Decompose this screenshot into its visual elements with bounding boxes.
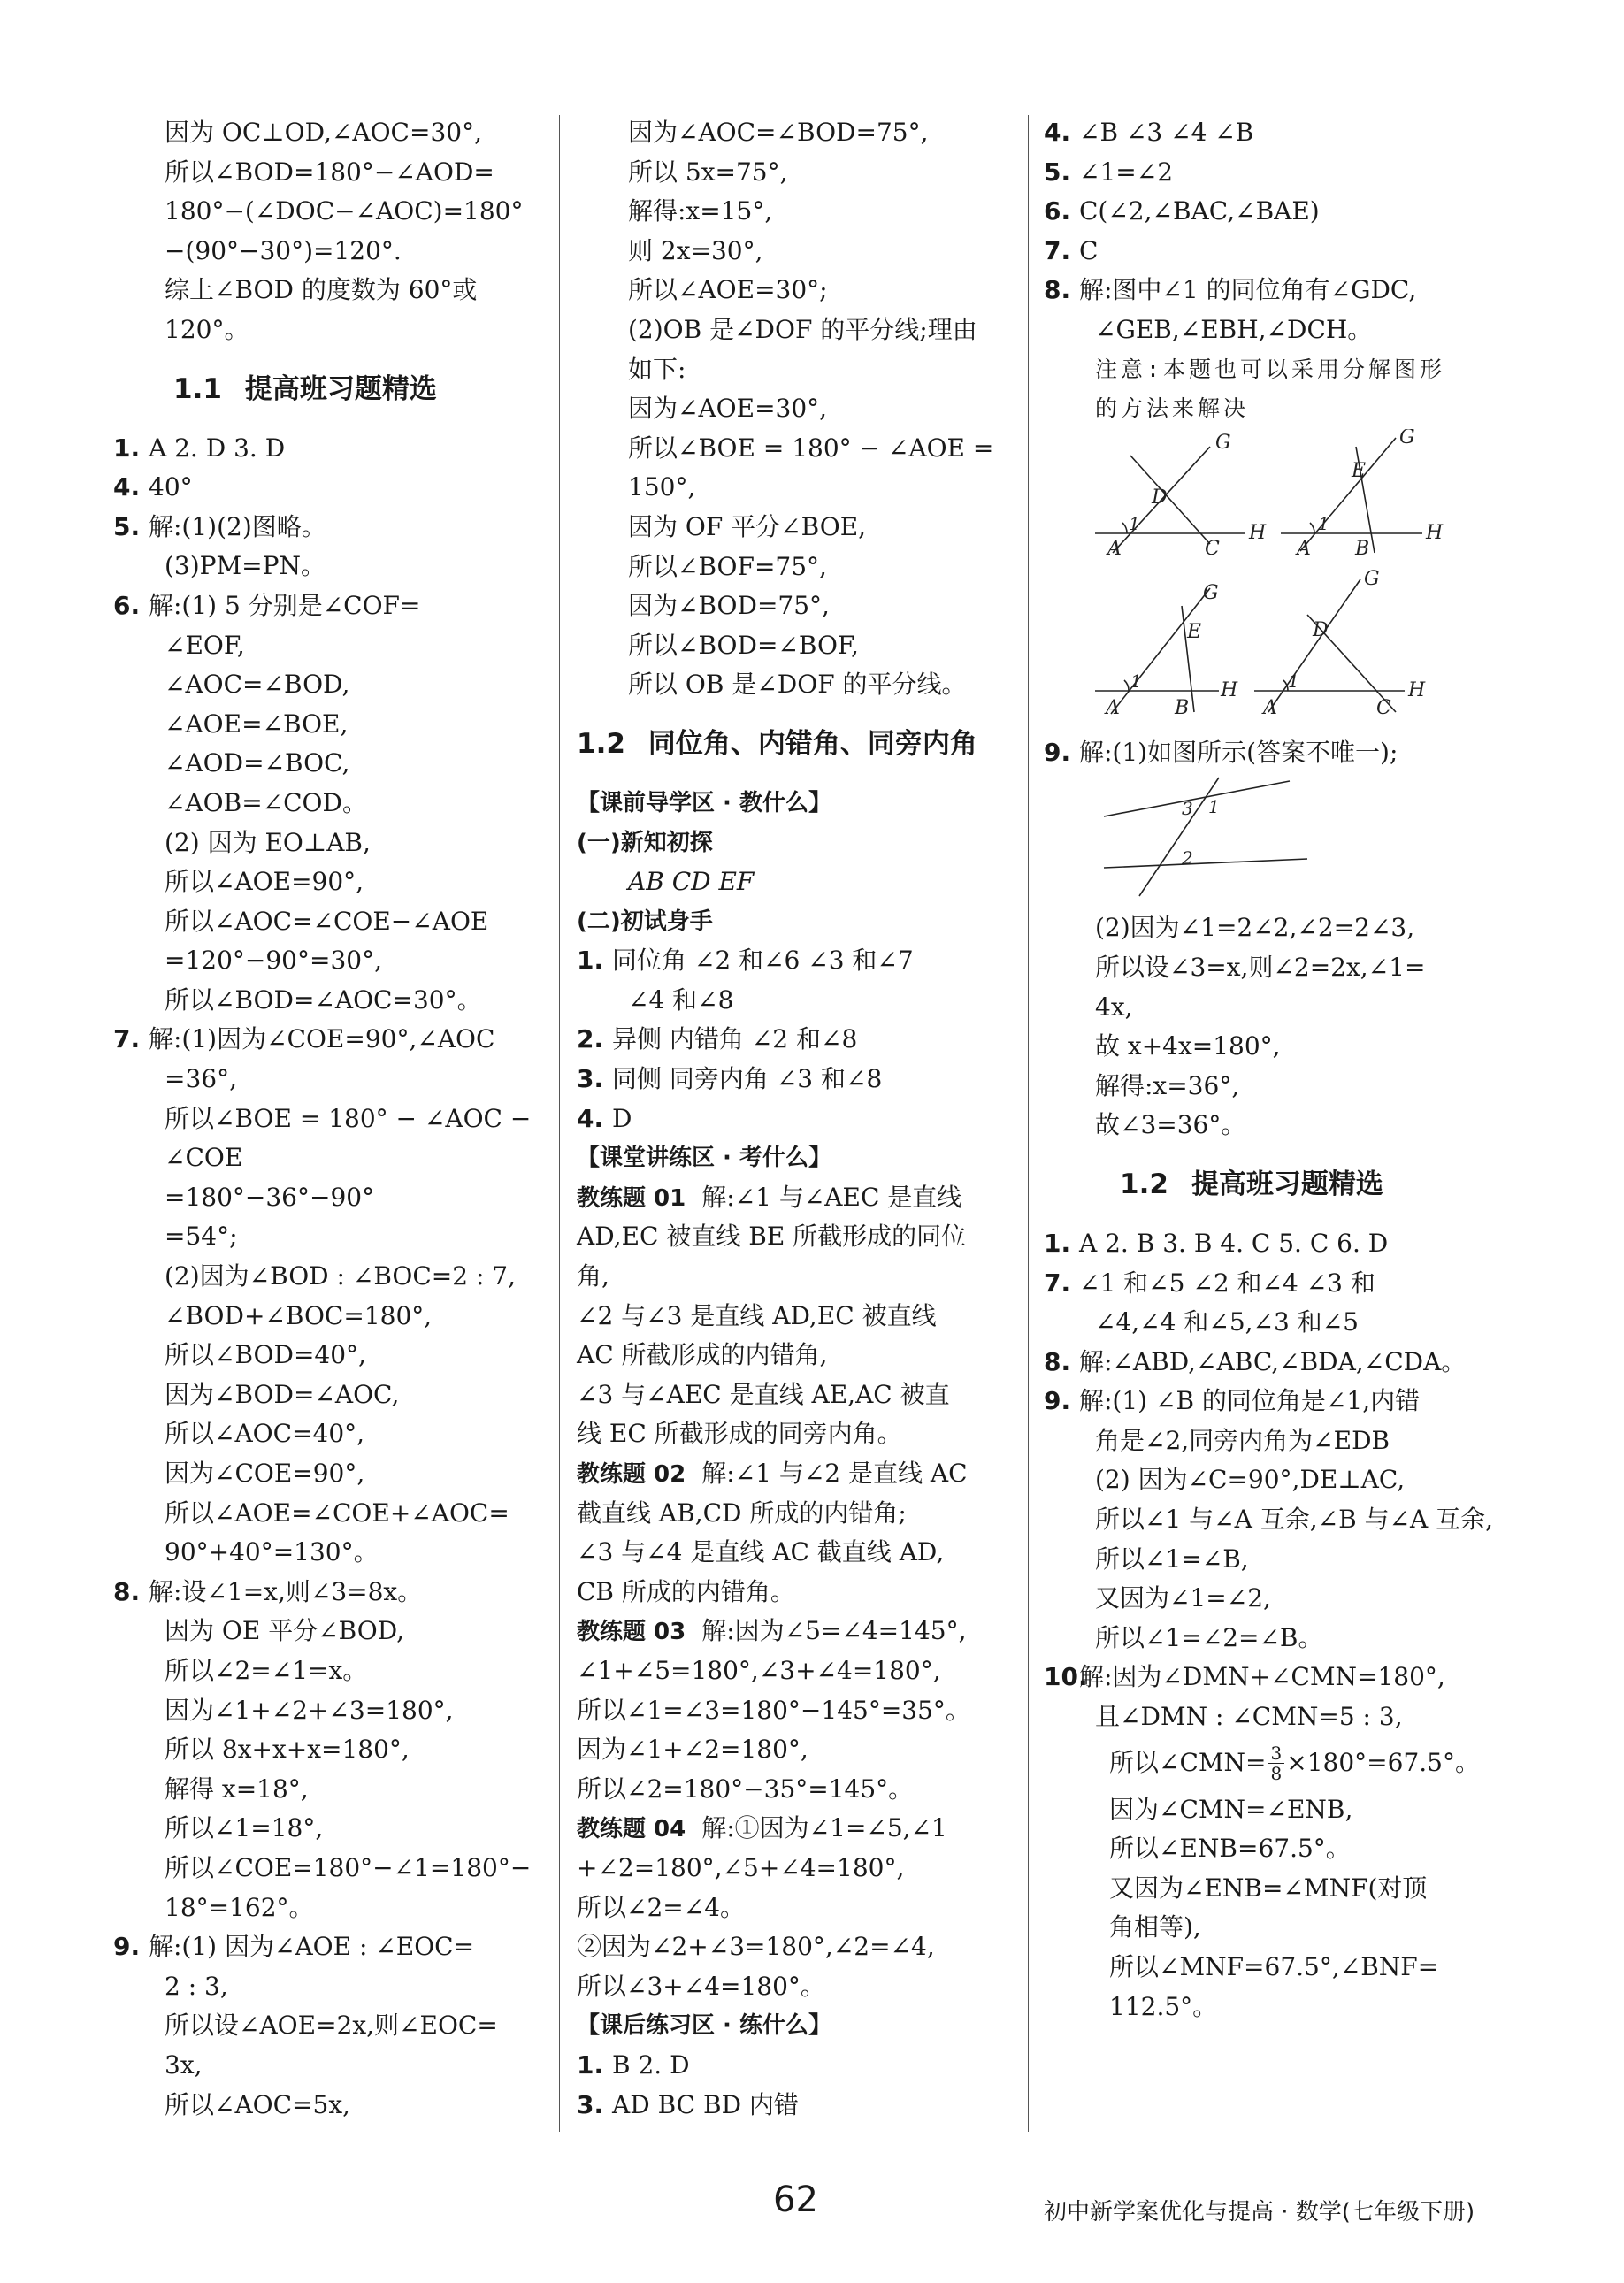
page-number: 62 [773,2180,818,2220]
answer-item [1044,1658,1513,1697]
answer-item [1044,1343,1513,1383]
text-line: ∠3 与∠4 是直线 AC 截直线 AD, [577,1537,945,1567]
text-line: AB CD EF [628,867,755,897]
text-line: 所以∠CMN= [1109,1748,1267,1778]
answer-list [1044,1224,1513,1737]
text-line: (3)PM=PN。 [165,551,326,581]
text-line: C(∠2,∠BAC,∠BAE) [1079,196,1320,226]
text-line: 因为∠BOD=75°, [628,591,830,621]
column-divider [559,115,560,2132]
text-line: 因为∠COE=90°, [165,1459,365,1488]
text-line: 故∠3=36°。 [1095,1110,1246,1140]
text-line: =36°, [165,1064,237,1094]
fraction-line [1044,1737,1513,1790]
section-heading [1044,1145,1513,1224]
item-number: 9. [1044,737,1071,767]
item-number: 9. [113,1932,141,1962]
note-line: 的方法来解决 [1095,395,1250,422]
text-line: 角相等), [1109,1912,1201,1942]
item-number: 3. [577,1064,604,1094]
text-line: 解:因为∠DMN+∠CMN=180°, [1079,1662,1445,1692]
item-number: 1. [1044,1228,1071,1258]
column-middle [577,113,1010,2125]
text-line: (2) 因为 EO⊥AB, [165,827,371,857]
item-number: 7. [1044,235,1071,265]
subsection-heading: (二)初试身手 [577,908,713,935]
label-a: A [1263,696,1277,719]
drill-list [577,1178,1010,2006]
label-h: H [1408,678,1426,701]
angle-figures [1095,429,1449,730]
line [1104,859,1307,868]
text-line: 所以∠2=∠1=x。 [165,1655,368,1685]
text-line: 解:(1)因为∠COE=90°,∠AOC [149,1024,495,1054]
label-g: G [1399,428,1415,448]
label-h: H [1221,678,1238,701]
label-a: A [1297,537,1311,560]
text-line: 所以∠1=∠3=180°−145°=35°。 [577,1695,970,1725]
text-line: 如下: [628,354,686,384]
text-line: C [1079,235,1099,265]
item-number: 1. [577,946,604,976]
text-line: (2)因为∠1=2∠2,∠2=2∠3, [1095,913,1415,943]
label-2: 2 [1182,847,1193,870]
answer-item [113,429,547,469]
text-line: 所以∠BOD=40°, [165,1340,366,1370]
answer-item [113,468,547,508]
text-line: 解:(1) ∠B 的同位角是∠1,内错 [1079,1386,1421,1416]
text-line: 所以∠3+∠4=180°。 [577,1971,825,2001]
text-line: 所以∠COE=180°−∠1=180°− [165,1852,532,1882]
item-number: 8. [113,1576,141,1606]
text-line: 150°, [628,472,696,502]
column-divider [1028,115,1029,2132]
answer-item [1044,113,1513,153]
text-line: ②因为∠2+∠3=180°,∠2=∠4, [577,1932,935,1962]
text-line: 所以∠MNF=67.5°,∠BNF= [1109,1952,1439,1981]
drill-item [577,1178,1010,1218]
answer-item [577,1099,1010,1139]
text-line: ∠4,∠4 和∠5,∠3 和∠5 [1095,1307,1359,1337]
text-line: 所以设∠3=x,则∠2=2x,∠1= [1095,952,1426,982]
label-c: C [1376,696,1391,719]
text-line: 所以∠AOE=90°, [165,867,364,897]
text-line: 所以∠1=∠2=∠B。 [1095,1622,1323,1652]
guide-header: 【课前导学区 · 教什么】 [577,789,831,816]
section-title: 提高班习题精选 [244,372,437,405]
text-line: 解得:x=36°, [1095,1070,1240,1100]
text-line: 线 EC 所截形成的同旁内角。 [577,1419,902,1449]
text-line: 112.5°。 [1109,1991,1218,2021]
item-number: 5. [1044,157,1071,187]
section-heading [577,705,1010,784]
text-line: ∠EOF, [165,630,245,660]
after-class-header: 【课后练习区 · 练什么】 [577,2012,831,2040]
answer-item [1044,1264,1513,1304]
text-line: 所以设∠AOE=2x,则∠EOC= [165,2011,498,2041]
text-line: ∠COE [165,1143,243,1173]
text-line: 所以∠BOE = 180° − ∠AOE = [628,433,994,463]
item-number: 8. [1044,1346,1071,1376]
label-1: 1 [1208,796,1220,818]
text-line: =54°; [165,1222,238,1252]
answer-item [113,1573,547,1613]
note-line: 注意:本题也可以采用分解图形 [1095,356,1446,382]
angle-arc [1310,523,1314,533]
answer-item [1044,232,1513,272]
answer-item [577,2046,1010,2086]
drill-label: 教练题 03 [577,1619,686,1646]
label-d: D [1313,618,1329,641]
text-line: ∠AOD=∠BOC, [165,748,350,778]
label-a: A [1106,696,1120,719]
answer-item [1044,1382,1513,1421]
label-3: 3 [1182,798,1193,820]
text-line: 同侧 同旁内角 ∠3 和∠8 [612,1064,883,1094]
item-number: 7. [113,1024,141,1054]
answer-item [113,586,547,626]
label-b: B [1355,537,1370,560]
text-line: ∠GEB,∠EBH,∠DCH。 [1095,314,1373,344]
text-line: ×180°=67.5°。 [1286,1748,1480,1778]
text-line: CB 所成的内错角。 [577,1576,795,1606]
text-line: ∠1=∠2 [1079,157,1174,187]
section-heading [113,350,547,429]
text-line: 所以∠BOD=∠BOF, [628,630,859,660]
text-line: 所以∠1=18°, [165,1813,324,1843]
text-line: 所以 OB 是∠DOF 的平分线。 [628,670,967,700]
text-line: 解得:x=15°, [628,196,773,226]
section-number: 1.2 [1120,1168,1168,1201]
text-line: 所以 8x+x+x=180°, [165,1735,410,1765]
item-number: 2. [577,1024,604,1054]
label-1: 1 [1318,512,1329,534]
text-line: ∠1 和∠5 ∠2 和∠4 ∠3 和 [1079,1268,1375,1298]
label-e: E [1352,459,1367,482]
answer-item [1044,1224,1513,1264]
text-line: 解:设∠1=x,则∠3=8x。 [149,1576,423,1606]
text-line: A 2. D 3. D [149,433,286,463]
text-line: 因为 OC⊥OD,∠AOC=30°, [165,118,482,147]
text-line: (2)因为∠BOD : ∠BOC=2 : 7, [165,1261,517,1291]
item-number: 6. [1044,196,1071,226]
text-line: 所以∠BOF=75°, [628,551,827,581]
continued-answer [1044,908,1513,1145]
text-line: 4x, [1095,992,1133,1022]
text-line: 因为∠1+∠2=180°, [577,1735,808,1765]
text-line: 解:①因为∠1=∠5,∠1 [701,1813,947,1843]
text-line: ∠AOC=∠BOD, [165,670,350,700]
text-line: 综上∠BOD 的度数为 60°或 [165,275,478,305]
answer-item [577,941,1010,981]
text-line: +∠2=180°,∠5+∠4=180°, [577,1852,905,1882]
subsection-heading: (一)新知初探 [577,829,713,856]
answer-item [1044,192,1513,232]
text-line: 所以∠BOE = 180° − ∠AOC − [165,1103,532,1133]
text-line: 解:∠1 与∠AEC 是直线 [701,1182,962,1212]
text-line: ∠3 与∠AEC 是直线 AE,AC 被直 [577,1379,950,1409]
text-line: 所以∠AOE=30°; [628,275,828,305]
text-line: 解:∠ABD,∠ABC,∠BDA,∠CDA。 [1079,1346,1467,1376]
item-number: 5. [113,511,141,541]
item-number: 1. [113,433,141,463]
label-b: B [1175,696,1190,719]
text-line: 又因为∠1=∠2, [1095,1583,1271,1613]
text-line: 同位角 ∠2 和∠6 ∠3 和∠7 [612,946,914,976]
drill-item [577,1454,1010,1494]
text-line: 又因为∠ENB=∠MNF(对顶 [1109,1873,1428,1903]
text-line: 2 : 3, [165,1971,228,2001]
item-number: 10. [1044,1662,1088,1692]
label-a: A [1107,537,1122,560]
text-line: 异侧 内错角 ∠2 和∠8 [612,1024,858,1054]
figure-block [1044,429,1513,733]
text-line: B 2. D [612,2049,690,2080]
text-line: 所以 5x=75°, [628,157,788,187]
text-line: D [612,1103,632,1133]
text-line: 所以∠1=∠B, [1095,1544,1249,1574]
text-line: 角, [577,1261,609,1291]
label-c: C [1205,537,1220,560]
angle-arc [1124,680,1129,691]
class-header: 【课堂讲练区 · 考什么】 [577,1145,831,1172]
text-line: =180°−36°−90° [165,1182,375,1212]
text-line: (2) 因为∠C=90°,DE⊥AC, [1095,1465,1406,1495]
answer-item [113,1927,547,1967]
text-line: 因为∠AOE=30°, [628,394,828,424]
item-number: 1. [577,2049,604,2080]
answer-list [1044,113,1513,350]
label-g: G [1203,581,1219,604]
label-e: E [1187,620,1202,643]
answer-item [577,1060,1010,1099]
fraction [1268,1743,1285,1783]
text-line: 解:(1) 因为∠AOE : ∠EOC= [149,1932,475,1962]
item-number: 4. [577,1103,604,1133]
line [1111,588,1210,714]
text-line: 90°+40°=130°。 [165,1537,379,1567]
answer-item [577,2086,1010,2126]
label-h: H [1249,521,1267,544]
drill-item [577,1612,1010,1651]
text-line: 解:(1) 5 分别是∠COF= [149,590,421,620]
text-line: 因为∠AOC=∠BOD=75°, [628,118,929,147]
text-line: 角是∠2,同旁内角为∠EDB [1095,1425,1390,1455]
figure-block [1044,772,1513,908]
line [1268,579,1360,712]
text-line: 因为 OF 平分∠BOE, [628,511,867,541]
text-line: 解:(1)(2)图略。 [149,511,326,541]
text-line: 所以∠ENB=67.5°。 [1109,1834,1351,1864]
text-line: 解:图中∠1 的同位角有∠GDC, [1079,275,1417,305]
continued-answer [1044,1790,1513,2027]
continued-answer [577,113,1010,705]
text-line: 因为∠1+∠2+∠3=180°, [165,1695,454,1725]
text-line: 所以∠AOE=∠COE+∠AOC= [165,1498,509,1528]
item-number: 7. [1044,1268,1071,1298]
text-line: AD,EC 被直线 BE 所截形成的同位 [577,1222,967,1252]
text-line: 所以∠2=180°−35°=145°。 [577,1774,914,1804]
text-line: 所以∠1 与∠A 互余,∠B 与∠A 互余, [1095,1505,1494,1535]
text-line: 截直线 AB,CD 所成的内错角; [577,1498,907,1528]
drill-label: 教练题 02 [577,1461,686,1488]
fraction-denominator: 8 [1270,1763,1283,1785]
drill-item [577,1809,1010,1849]
text-line: 18°=162°。 [165,1892,314,1922]
text-line: 解:∠1 与∠2 是直线 AC [701,1459,968,1488]
label-g: G [1215,431,1231,454]
text-line: 解得 x=18°, [165,1774,309,1804]
text-line: 且∠DMN : ∠CMN=5 : 3, [1095,1702,1403,1732]
text-line: 所以∠AOC=∠COE−∠AOE [165,906,489,936]
answer-list [577,941,1010,1138]
label-1: 1 [1129,512,1140,534]
text-line: ∠BOD+∠BOC=180°, [165,1300,433,1330]
parallel-lines-figure [1095,772,1378,905]
label-1: 1 [1288,670,1299,692]
answer-list [577,2046,1010,2125]
text-line: 因为∠BOD=∠AOC, [165,1379,400,1409]
text-line: −(90°−30°)=120°. [165,235,402,265]
drill-label: 教练题 04 [577,1816,686,1843]
line [1139,778,1219,896]
text-line: AC 所截形成的内错角, [577,1340,828,1370]
text-line: A 2. B 3. B 4. C 5. C 6. D [1079,1228,1389,1258]
item-number: 3. [577,2089,604,2119]
text-line: 所以∠BOD=∠AOC=30°。 [165,984,482,1015]
text-line: ∠4 和∠8 [628,984,734,1015]
line [1130,456,1210,544]
answer-item [1044,153,1513,193]
text-line: ∠1+∠5=180°,∠3+∠4=180°, [577,1655,941,1685]
label-1: 1 [1130,670,1142,692]
answer-item [577,1020,1010,1060]
answer-item [113,1020,547,1060]
text-line: 所以∠2=∠4。 [577,1892,746,1922]
text-line: 因为∠CMN=∠ENB, [1109,1794,1353,1824]
text-line: 故 x+4x=180°, [1095,1031,1281,1061]
text-line: 解:(1)如图所示(答案不唯一); [1079,737,1398,767]
item-number: 9. [1044,1386,1071,1416]
column-left [113,113,547,2125]
item-number: 4. [1044,118,1071,147]
item-number: 6. [113,590,141,620]
book-title: 初中新学案优化与提高 · 数学(七年级下册) [1044,2199,1475,2226]
text-line: ∠B ∠3 ∠4 ∠B [1079,118,1254,147]
label-h: H [1426,521,1444,544]
item-number: 4. [113,472,141,502]
angle-arc [1122,523,1127,533]
answer-item [1044,733,1513,773]
label-g: G [1364,567,1380,590]
text-line: 所以∠BOD=180°−∠AOD= [165,157,494,187]
text-line: 解:因为∠5=∠4=145°, [701,1616,967,1646]
text-line: 所以∠AOC=40°, [165,1419,365,1449]
text-line: 120°。 [165,314,249,344]
section-title: 同位角、内错角、同旁内角 [647,728,977,761]
text-line: AD BC BD 内错 [612,2089,799,2119]
label-d: D [1152,486,1168,509]
text-line: 则 2x=30°, [628,235,763,265]
text-line: 180°−(∠DOC−∠AOC)=180° [165,196,524,226]
text-line: ∠AOB=∠COD。 [165,787,367,817]
section-title: 提高班习题精选 [1191,1168,1383,1201]
drill-label: 教练题 01 [577,1184,686,1212]
text-line: =120°−90°=30°, [165,946,382,976]
text-line: 所以∠AOC=5x, [165,2089,351,2119]
text-line: 40° [149,472,193,502]
answer-item [113,508,547,548]
item-number: 8. [1044,275,1071,305]
column-right [1044,113,1513,2026]
section-number: 1.1 [173,372,222,405]
text-line: (2)OB 是∠DOF 的平分线;理由 [628,314,977,344]
section-number: 1.2 [577,728,625,761]
text-line: 因为 OE 平分∠BOD, [165,1616,405,1646]
text-line: ∠AOE=∠BOE, [165,709,349,739]
text-line: 3x, [165,2049,203,2080]
answer-list [113,429,547,2126]
fraction-numerator: 3 [1268,1743,1285,1764]
answer-item [1044,271,1513,310]
text-line: ∠2 与∠3 是直线 AD,EC 被直线 [577,1300,937,1330]
